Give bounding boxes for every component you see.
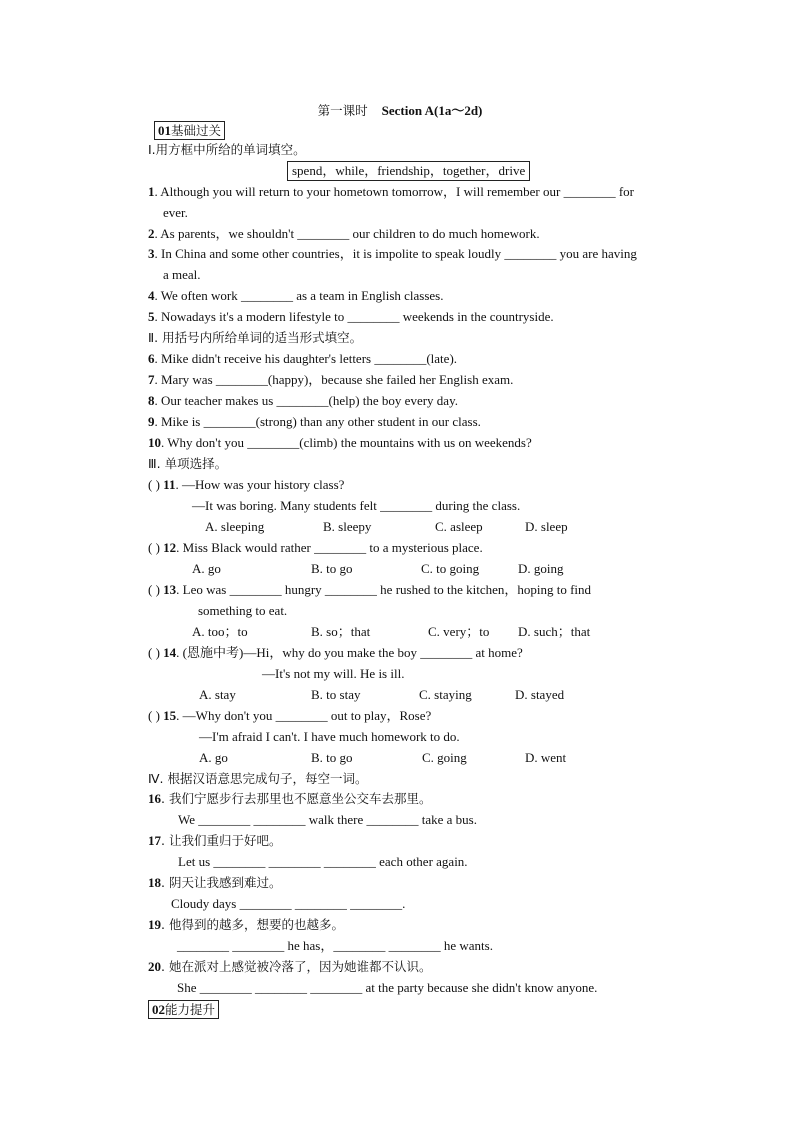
q13-option-a: A. too；to: [192, 624, 248, 639]
question-1: 1. Although you will return to your hometown tomorrow，I will remember our ________ for: [148, 184, 634, 199]
part4-heading: Ⅳ. 根据汉语意思完成句子，每空一词。: [148, 771, 368, 786]
question-20: 20. 她在派对上感觉被冷落了，因为她谁都不认识。: [148, 959, 432, 974]
question-4: 4. We often work ________ as a team in English classes.: [148, 288, 444, 303]
q14-option-d: D. stayed: [515, 687, 565, 702]
question-3-cont: a meal.: [163, 267, 201, 282]
lesson-label: 第一课时: [317, 103, 368, 118]
q12-option-d: D. going: [518, 561, 564, 576]
page-title: [0, 100, 800, 119]
question-11: ( ) 11. —How was your history class?: [148, 477, 345, 492]
q15-option-c: C. going: [422, 750, 467, 765]
question-2: 2. As parents，we shouldn't ________ our children to do much homework.: [148, 226, 540, 241]
question-7: 7. Mary was ________(happy)，because she failed her English exam.: [148, 372, 514, 387]
question-8: 8. Our teacher makes us ________(help) the boy every day.: [148, 393, 458, 408]
q13-option-b: B. so；that: [311, 624, 371, 639]
q12-option-b: B. to go: [311, 561, 353, 576]
question-13: ( ) 13. Leo was ________ hungry ________ he rushed to the kitchen，hoping to find: [148, 582, 592, 597]
section-box-advanced: 02能力提升: [148, 1000, 219, 1019]
question-15: ( ) 15. —Why don't you ________ out to play，Rose?: [148, 708, 432, 723]
q11-option-a: A. sleeping: [205, 519, 265, 534]
question-16-cont: We ________ ________ walk there ________ take a bus.: [178, 812, 477, 827]
q11-option-c: C. asleep: [435, 519, 483, 534]
question-6: 6. Mike didn't receive his daughter's letters ________(late).: [148, 351, 458, 366]
question-11-cont: —It was boring. Many students felt ________ during the class.: [192, 498, 521, 513]
q11-option-d: D. sleep: [525, 519, 568, 534]
q15-option-b: B. to go: [311, 750, 353, 765]
q13-option-c: C. very；to: [428, 624, 490, 639]
part3-heading: Ⅲ. 单项选择。: [148, 456, 228, 471]
q11-option-b: B. sleepy: [323, 519, 372, 534]
question-19: 19. 他得到的越多，想要的也越多。: [148, 917, 344, 932]
question-17: 17. 让我们重归于好吧。: [148, 833, 282, 848]
question-3: 3. In China and some other countries，it is impolite to speak loudly ________ you are having: [148, 246, 637, 261]
question-17-cont: Let us ________ ________ ________ each other again.: [178, 854, 468, 869]
q14-option-a: A. stay: [199, 687, 236, 702]
q14-option-c: C. staying: [419, 687, 472, 702]
question-18: 18. 阴天让我感到难过。: [148, 875, 282, 890]
question-10: 10. Why don't you ________(climb) the mountains with us on weekends?: [148, 435, 532, 450]
q15-option-d: D. went: [525, 750, 567, 765]
section-box-basic: 01基础过关: [154, 121, 225, 140]
question-12: ( ) 12. Miss Black would rather ________ to a mysterious place.: [148, 540, 483, 555]
word-box: spend，while，friendship，together，drive: [287, 161, 530, 181]
question-5: 5. Nowadays it's a modern lifestyle to ________ weekends in the countryside.: [148, 309, 554, 324]
question-14: ( ) 14. (恩施中考)—Hi，why do you make the boy ________ at home?: [148, 645, 523, 660]
q12-option-a: A. go: [192, 561, 221, 576]
question-16: 16. 我们宁愿步行去那里也不愿意坐公交车去那里。: [148, 791, 432, 806]
part2-heading: Ⅱ. 用括号内所给单词的适当形式填空。: [148, 330, 363, 345]
question-13-cont: something to eat.: [198, 603, 288, 618]
q14-option-b: B. to stay: [311, 687, 361, 702]
question-18-cont: Cloudy days ________ ________ ________.: [171, 896, 406, 911]
part1-heading: Ⅰ.用方框中所给的单词填空。: [148, 142, 306, 157]
question-1-cont: ever.: [163, 205, 188, 220]
q12-option-c: C. to going: [421, 561, 480, 576]
section-label: Section A(1a～2d): [381, 103, 483, 118]
question-19-cont: ________ ________ he has，________ ________ he wants.: [177, 938, 493, 953]
question-9: 9. Mike is ________(strong) than any other student in our class.: [148, 414, 481, 429]
question-14-cont: —It's not my will. He is ill.: [262, 666, 405, 681]
question-15-cont: —I'm afraid I can't. I have much homework to do.: [199, 729, 460, 744]
q13-option-d: D. such；that: [518, 624, 591, 639]
question-20-cont: She ________ ________ ________ at the party because she didn't know anyone.: [177, 980, 598, 995]
q15-option-a: A. go: [199, 750, 228, 765]
